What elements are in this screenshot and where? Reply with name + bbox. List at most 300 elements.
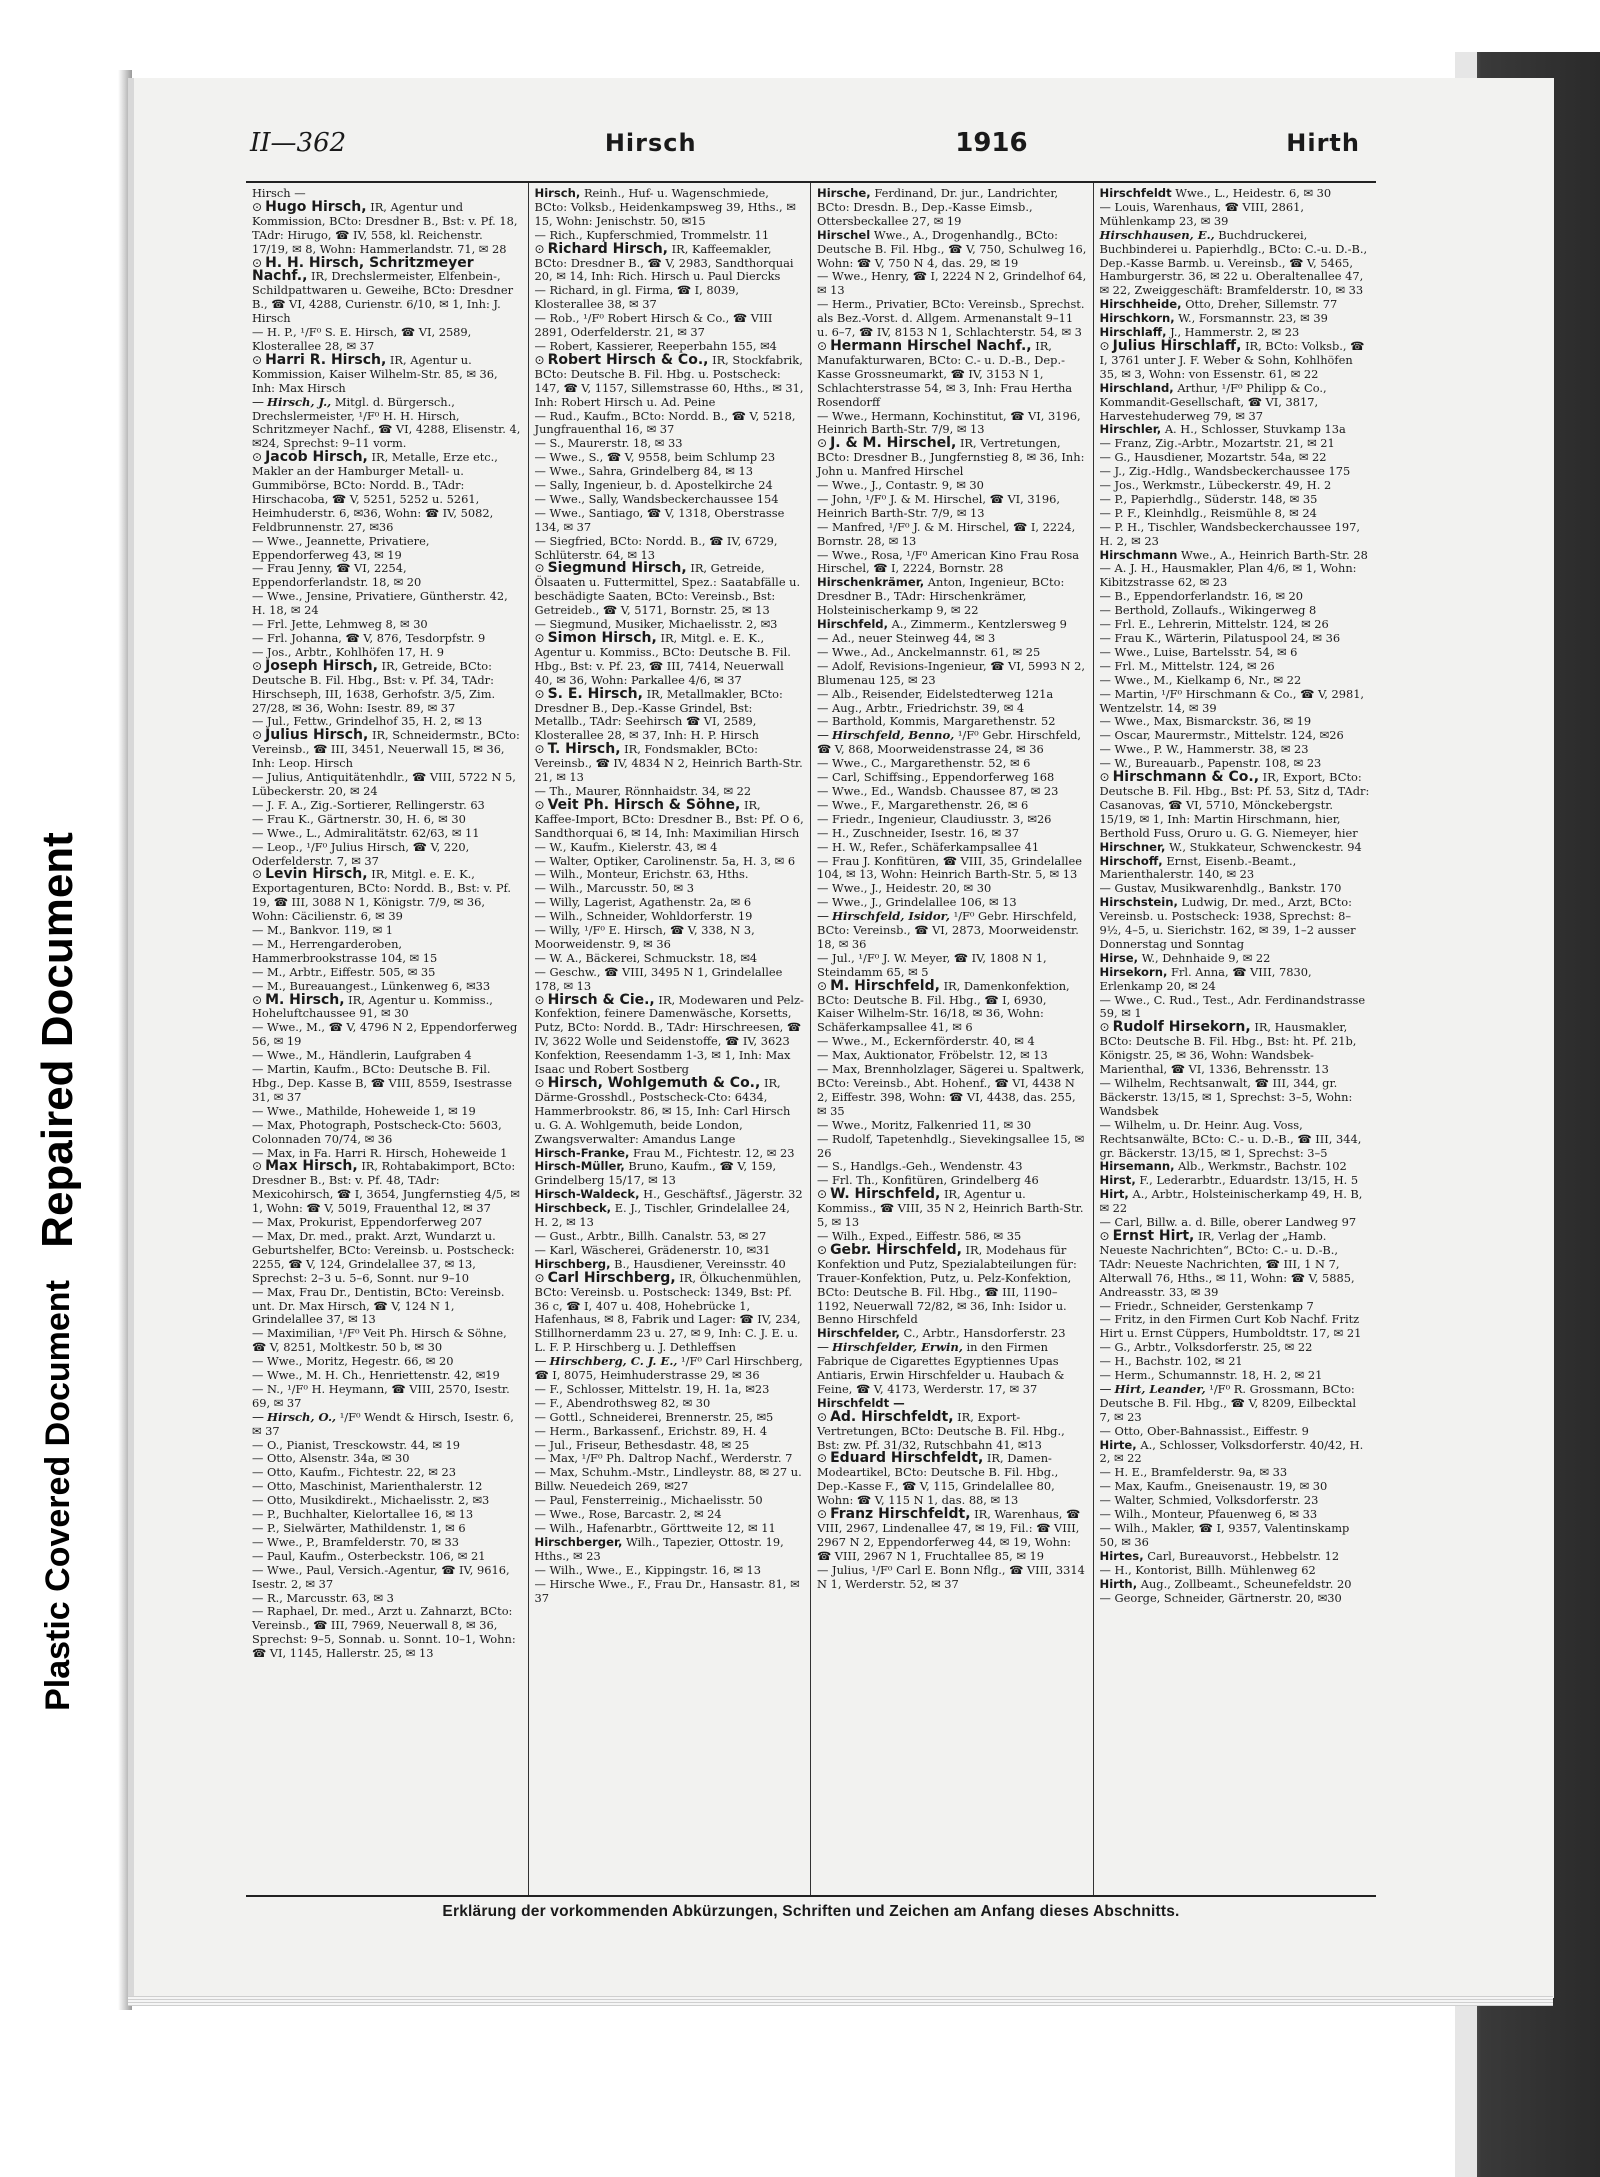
entry-text: — Wwe., Santiago, ☎ V, 1318, Oberstrasse 134, ✉ 37 — [534, 505, 785, 534]
directory-entry — [1100, 1174, 1371, 1188]
entry-text: Bruno, Kaufm., ☎ V, 159, Grindelberg 15/17, ✉ 13 — [534, 1159, 777, 1188]
entry-text: IR, Damenkonfektion, BCto: Deutsche B. Fil. Hbg., ☎ I, 6930, Kaiser Wilhelm-Str. 16/18, ✉ 36, Wohn: Schäferkampsallee 41, ✉ 6 — [817, 978, 1070, 1035]
entry-text: — R., Marcusstr. 63, ✉ 3 — [252, 1590, 394, 1605]
directory-entry — [1100, 1119, 1371, 1161]
directory-entry — [252, 813, 522, 827]
entry-text: — Wwe., Rosa, ¹/F⁰ American Kino Frau Rosa Hirschel, ☎ I, 2224, Bornstr. 28 — [817, 547, 1079, 576]
directory-entry — [1100, 743, 1371, 757]
entry-text: — Jos., Arbtr., Kohlhöfen 17, H. 9 — [252, 644, 445, 659]
column-3 — [811, 183, 1094, 1895]
entry-text: — Gust., Arbtr., Billh. Canalstr. 53, ✉ 27 — [534, 1228, 767, 1243]
directory-entry — [252, 1550, 522, 1564]
directory-entry — [252, 938, 522, 966]
entry-text: — Herm., Schumannstr. 18, H. 2, ✉ 21 — [1099, 1368, 1323, 1383]
entry-mark: — — [534, 1354, 547, 1369]
directory-entry — [817, 1408, 1087, 1453]
entry-text: Frau M., Fichtestr. 12, ✉ 23 — [633, 1145, 795, 1160]
entry-text: — S., Handlgs.-Geh., Wendenstr. 43 — [817, 1159, 1023, 1174]
directory-entry — [535, 1147, 805, 1161]
entry-text: — Rudolf, Tapetenhdlg., Sievekingsallee 15, ✉ 26 — [817, 1131, 1085, 1160]
entry-name: Hirschmann & Co., — [1112, 769, 1260, 786]
directory-entry — [252, 1522, 522, 1536]
entry-text: IR, Warenhaus, ☎ VIII, 2967, Lindenallee 47, ✉ 19, Fil.: ☎ VIII, 2967 N 2, Eppendorferweg 44, ✉ 19, Wohn: ☎ VIII, 2967 N 1, Fruchtallee 85, ✉ 19 — [817, 1507, 1081, 1563]
entry-text: — Herm., Barkassenf., Erichstr. 89, H. 4 — [534, 1423, 768, 1438]
entry-text: Reinh., Huf- u. Wagenschmiede, BCto: Volksb., Heidenkampsweg 39, Hths., ✉15, Wohn: Jenischstr. 50, ✉15 — [534, 186, 796, 228]
directory-entry — [1100, 229, 1371, 299]
entry-text: — Frl. Jette, Lehmweg 8, ✉ 30 — [252, 617, 428, 632]
entry-text: — Herm., Privatier, BCto: Vereinsb., Sprechst. als Bez.-Vorst. d. Allgem. Armenanstalt 9–11 u. 6–7, ☎ IV, 8153 N 1, Schlachterstr. 54, ✉ 3 — [817, 297, 1085, 340]
entry-name: Hirsch, O., — [267, 1409, 337, 1424]
entry-text: — Julius, Antiquitätenhdlr., ☎ VIII, 5722 N 5, Lübeckerstr. 20, ✉ 24 — [252, 770, 516, 798]
entry-text: Wwe., A., Drogenhandlg., BCto: Deutsche B. Fil. Hbg., ☎ V, 750, Schulweg 16, Wohn: ☎ V, 750 N 4, das. 29, ✉ 19 — [817, 227, 1087, 270]
entry-text: IR, Fondsmakler, BCto: Vereinsb., ☎ IV, 4834 N 2, Heinrich Barth-Str. 21, ✉ 13 — [534, 742, 803, 785]
entry-text: — J. F. A., Zig.-Sortierer, Rellingerstr. 63 — [252, 797, 485, 812]
entry-text: — Otto, Alsenstr. 34a, ✉ 30 — [252, 1451, 410, 1466]
directory-entry — [535, 1188, 805, 1202]
entry-text: — Adolf, Revisions-Ingenieur, ☎ VI, 5993 N 2, Blumenau 125, ✉ 23 — [817, 658, 1086, 687]
entry-text: — Wwe., Rose, Barcastr. 2, ✉ 24 — [534, 1507, 722, 1522]
entry-text: IR, Metalle, Erze etc., Makler an der Hamburger Metall- u. Gummibörse, BCto: Nordd. B., TAdr: Hirschacoba, ☎ V, 5251, 5252 u. 5261, Heimhuderstr. 6, ✉36, Wohn: ☎ IV, 5082, Feldbrunnenstr. 27, ✉36 — [252, 450, 498, 534]
directory-entry — [252, 966, 522, 980]
directory-entry — [534, 685, 805, 744]
directory-entry — [817, 1241, 1087, 1327]
entry-text: Carl, Bureauvorst., Hebbelstr. 12 — [1147, 1548, 1340, 1563]
directory-entry — [252, 1105, 522, 1119]
entry-text: — H., Bachstr. 102, ✉ 21 — [1099, 1354, 1243, 1369]
directory-entry — [252, 729, 522, 771]
directory-entry — [817, 1049, 1087, 1063]
directory-entry — [817, 1564, 1087, 1592]
entry-text: — Wwe., Sally, Wandsbeckerchaussee 154 — [534, 491, 779, 506]
directory-entry — [252, 618, 522, 632]
entry-text: — Otto, Kaufm., Fichtestr. 22, ✉ 23 — [252, 1465, 456, 1480]
directory-entry — [252, 1327, 522, 1355]
entry-text: Wilh., Tapezier, Ottostr. 19, Hths., ✉ 23 — [534, 1534, 784, 1563]
entry-name: Carl Hirschberg, — [547, 1269, 676, 1286]
entry-text: — Wwe., J., Grindelallee 106, ✉ 13 — [817, 895, 1017, 910]
directory-entry — [535, 896, 805, 910]
entry-text: IR, Agentur u. Kommiss., ☎ VIII, 35 N 2, Heinrich Barth-Str. 5, ✉ 13 — [817, 1187, 1084, 1230]
entry-mark: ⊙ — [534, 686, 545, 701]
entry-mark: ⊙ — [534, 241, 545, 256]
entry-name: M. Hirschfeld, — [830, 977, 940, 994]
entry-text: — Wilh., Exped., Eiffestr. 586, ✉ 35 — [817, 1228, 1022, 1243]
entry-text: — B., Eppendorferlandstr. 16, ✉ 20 — [1099, 589, 1304, 604]
entry-text: — H. E., Bramfelderstr. 9a, ✉ 33 — [1099, 1465, 1288, 1480]
entry-text: — Martin, Kaufm., BCto: Deutsche B. Fil. Hbg., Dep. Kasse B, ☎ VIII, 8559, Isestrasse 31, ✉ 37 — [252, 1062, 512, 1104]
directory-entry — [817, 229, 1087, 271]
entry-text: — Paul, Kaufm., Osterbeckstr. 106, ✉ 21 — [252, 1548, 486, 1563]
directory-entry — [1100, 1077, 1371, 1119]
directory-entry — [252, 1355, 522, 1369]
entry-mark: ⊙ — [1099, 770, 1110, 785]
entry-text: — Jul., ¹/F⁰ J. W. Meyer, ☎ IV, 1808 N 1, Steindamm 65, ✉ 5 — [817, 950, 1047, 979]
entry-mark: ⊙ — [252, 255, 263, 270]
entry-text: — Max, Prokurist, Eppendorferweg 207 — [252, 1215, 483, 1230]
directory-entry — [817, 896, 1087, 910]
entry-text: ¹/F⁰ Gebr. Hirschfeld, BCto: Vereinsb., ☎ VI, 2873, Moorweidenstr. 18, ✉ 36 — [817, 909, 1079, 951]
directory-entry — [1100, 201, 1371, 229]
entry-name: Hirsch, J., — [267, 394, 332, 409]
entry-name: Julius Hirsch, — [265, 727, 369, 744]
entry-mark: ⊙ — [252, 450, 263, 465]
entry-text: Mitgl. d. Bürgersch., Drechslermeister, ¹/F⁰ H. H. Hirsch, Schritzmeyer Nachf., ☎ VI, 4288, Elisenstr. 4, ✉24, Sprechst: 9–11 vorm. — [252, 394, 521, 451]
entry-name: Hirschstein, — [1099, 895, 1178, 910]
directory-entry — [535, 437, 805, 451]
directory-entry — [1100, 549, 1371, 563]
directory-entry — [252, 1286, 522, 1328]
directory-entry — [535, 882, 805, 896]
entry-name: W. Hirschfeld, — [830, 1186, 941, 1203]
entry-text: — Wilh., Monteur, Erichstr. 63, Hths. — [534, 867, 749, 882]
entry-name: Hirsche, — [817, 186, 871, 200]
directory-entry — [1100, 841, 1371, 855]
directory-entry — [817, 576, 1087, 618]
directory-columns — [246, 181, 1376, 1897]
entry-mark: ⊙ — [252, 658, 263, 673]
entry-text: A., Schlosser, Volksdorferstr. 40/42, H. 2, ✉ 22 — [1099, 1437, 1364, 1466]
entry-text: — Wilh., Wwe., E., Kippingstr. 16, ✉ 13 — [534, 1562, 761, 1577]
entry-text: — H., Kontorist, Billh. Mühlenweg 62 — [1099, 1562, 1316, 1577]
entry-text: IR, Schneidermstr., BCto: Vereinsb., ☎ III, 3451, Neuerwall 15, ✉ 36, Inh: Leop. Hirsch — [252, 728, 520, 771]
directory-entry — [1100, 952, 1371, 966]
directory-entry — [1100, 1021, 1371, 1077]
directory-entry — [535, 1452, 805, 1466]
entry-text: ¹/F⁰ R. Grossmann, BCto: Deutsche B. Fil. Hbg., ☎ V, 8209, Eilbecktal 7, ✉ 23 — [1099, 1381, 1357, 1424]
directory-entry — [252, 1592, 522, 1606]
page-edge-stack — [128, 1996, 1553, 2006]
directory-entry — [252, 1049, 522, 1063]
entry-mark: ⊙ — [252, 728, 263, 743]
entry-text: — Otto, Musikdirekt., Michaelisstr. 2, ✉3 — [252, 1493, 490, 1508]
entry-text: — Wwe., M., Händlerin, Laufgraben 4 — [252, 1048, 472, 1063]
entry-text: — Wwe., Paul, Versich.-Agentur, ☎ IV, 9616, Isestr. 2, ✉ 37 — [252, 1562, 510, 1591]
entry-name: Hirt, Leander, — [1114, 1381, 1206, 1396]
entry-name: Hirschberger, — [534, 1534, 623, 1549]
entry-mark: ⊙ — [1099, 338, 1110, 353]
directory-entry — [535, 855, 805, 869]
directory-entry — [535, 910, 805, 924]
entry-name: Simon Hirsch, — [547, 630, 657, 646]
entry-text: — Wwe., Luise, Bartelsstr. 54, ✉ 6 — [1099, 644, 1298, 659]
directory-entry — [252, 1508, 522, 1522]
entry-text: E. J., Tischler, Grindelallee 24, H. 2, ✉ 13 — [534, 1201, 790, 1230]
entry-text: Frl. Anna, ☎ VIII, 7830, Erlenkamp 20, ✉ 24 — [1099, 964, 1312, 993]
entry-mark: ⊙ — [817, 1187, 828, 1202]
entry-text: — M., Herrengarderoben, Hammerbrookstrasse 104, ✉ 15 — [252, 936, 438, 965]
entry-name: J. & M. Hirschel, — [830, 435, 957, 452]
directory-entry — [817, 618, 1087, 632]
entry-mark: — — [817, 1340, 829, 1355]
directory-entry — [534, 796, 805, 841]
directory-entry — [252, 590, 522, 618]
entry-name: Rudolf Hirsekorn, — [1112, 1019, 1251, 1036]
directory-entry — [1100, 660, 1371, 674]
directory-entry — [535, 868, 805, 882]
entry-name: Hirte, — [1099, 1437, 1137, 1452]
entry-text: — Wilhelm, Rechtsanwalt, ☎ III, 344, gr. Bäckerstr. 13/15, ✉ 1, Sprechst: 3–5, Wohn: Wandsbek — [1099, 1076, 1353, 1118]
directory-entry — [1100, 382, 1371, 424]
entry-text: — Max, Schuhm.-Mstr., Lindleystr. 88, ✉ 27 u. Billw. Neuedeich 269, ✉27 — [534, 1465, 802, 1494]
directory-entry — [1100, 298, 1371, 312]
directory-entry — [1100, 1466, 1371, 1480]
entry-text: H., Geschäftsf., Jägerstr. 32 — [643, 1187, 803, 1202]
directory-entry — [817, 410, 1087, 438]
directory-entry — [1100, 882, 1371, 896]
directory-entry — [817, 785, 1087, 799]
entry-text: — O., Pianist, Tresckowstr. 44, ✉ 19 — [252, 1437, 461, 1452]
entry-name: Hirsch, Wohlgemuth & Co., — [547, 1075, 761, 1091]
entry-text: — Wwe., Moritz, Hegestr. 66, ✉ 20 — [252, 1354, 454, 1369]
entry-name: Hirschmann — [1099, 547, 1178, 562]
entry-name: Robert Hirsch & Co., — [547, 351, 709, 368]
directory-entry — [817, 1341, 1087, 1397]
entry-name: Eduard Hirschfeldt, — [830, 1450, 984, 1467]
entry-text: — Max, Brennholzlager, Sägerei u. Spaltwerk, BCto: Vereinsb., Abt. Hohenf., ☎ VI, 4438 N 2, Eiffestr. 398, Wohn: ☎ VI, 4438, das. 255, ✉ 35 — [817, 1062, 1085, 1118]
entry-mark: ⊙ — [534, 1076, 545, 1090]
entry-text: IR, Modewaren und Pelz-Konfektion, feinere Damenwäsche, Korsetts, Putz, BCto: Nordd. B., TAdr: Hirschreesen, ☎ IV, 3622 Wolle und Seidenstoffe, ☎ IV, 3623 Konfektion, Reesendamm 1-3, ✉ 1, Inh: Max Isaac und Robert Sostberg — [534, 992, 804, 1077]
entry-text: — Jul., Friseur, Bethesdastr. 48, ✉ 25 — [534, 1437, 750, 1452]
entry-text: — John, ¹/F⁰ J. & M. Hirschel, ☎ VI, 3196, Heinrich Barth-Str. 7/9, ✉ 13 — [817, 491, 1061, 520]
entry-text: — Jul., Fettw., Grindelhof 35, H. 2, ✉ 13 — [252, 714, 483, 729]
entry-text: F., Lederarbtr., Eduardstr. 13/15, H. 5 — [1139, 1173, 1359, 1188]
entry-name: Franz Hirschfeldt, — [830, 1506, 971, 1523]
entry-text: A. H., Schlosser, Stuvkamp 13a — [1164, 422, 1346, 437]
entry-text: — Wwe., J., Heidestr. 20, ✉ 30 — [817, 881, 992, 896]
directory-entry — [535, 479, 805, 493]
directory-entry — [817, 493, 1087, 521]
entry-name: Hirsch, — [534, 186, 581, 200]
entry-mark: — — [252, 394, 264, 409]
entry-text: — George, Schneider, Gärtnerstr. 20, ✉30 — [1099, 1590, 1342, 1605]
directory-entry — [1100, 423, 1371, 437]
directory-entry — [1100, 618, 1371, 632]
header-right-word: Hirth — [1286, 129, 1360, 157]
directory-entry — [1100, 729, 1371, 743]
directory-entry — [817, 270, 1087, 298]
directory-entry — [535, 284, 805, 312]
directory-entry — [1100, 493, 1371, 507]
entry-text: — Max, Frau Dr., Dentistin, BCto: Vereinsb. unt. Dr. Max Hirsch, ☎ V, 124 N 1, Grindelallee 37, ✉ 13 — [252, 1284, 505, 1327]
entry-name: Hirschheide, — [1099, 297, 1182, 312]
directory-entry — [252, 632, 522, 646]
entry-name: Harri R. Hirsch, — [265, 351, 387, 368]
entry-name: Hirsch & Cie., — [547, 991, 655, 1008]
margin-label-repaired-text: Repaired Document — [33, 832, 83, 1248]
entry-text: — Wilh., Hafenarbtr., Görttweite 12, ✉ 11 — [534, 1521, 776, 1535]
entry-text: A., Arbtr., Holsteinischerkamp 49, H. B, ✉ 22 — [1099, 1187, 1363, 1216]
directory-entry — [252, 351, 522, 396]
entry-text: — Walter, Schmied, Volksdorferstr. 23 — [1099, 1493, 1319, 1508]
entry-text: — Frau Jenny, ☎ VI, 2254, Eppendorferlandstr. 18, ✉ 20 — [252, 561, 422, 590]
directory-entry — [252, 1383, 522, 1411]
directory-entry — [252, 1021, 522, 1049]
entry-text: IR, Agentur u. Kommission, Kaiser Wilhelm-Str. 85, ✉ 36, Inh: Max Hirsch — [252, 352, 498, 395]
directory-entry — [535, 1508, 805, 1522]
entry-text: — Wwe., J., Contastr. 9, ✉ 30 — [817, 478, 984, 493]
directory-entry — [252, 326, 522, 354]
entry-name: Hirschkorn, — [1099, 311, 1175, 326]
entry-name: Hirschfeldt — [1099, 186, 1172, 200]
entry-text: Otto, Dreher, Sillemstr. 77 — [1185, 297, 1338, 312]
directory-entry — [252, 1452, 522, 1466]
entry-name: Hirschfelder, Erwin, — [832, 1340, 963, 1355]
entry-name: Hirschler, — [1099, 422, 1162, 437]
entry-name: Hirsch-Franke, — [534, 1145, 630, 1160]
entry-text: — Berthold, Zollaufs., Wikingerweg 8 — [1099, 603, 1317, 618]
entry-text: — Louis, Warenhaus, ☎ VIII, 2861, Mühlenkamp 23, ✉ 39 — [1099, 199, 1304, 228]
entry-text: — Wwe., Henry, ☎ I, 2224 N 2, Grindelhof 64, ✉ 13 — [817, 269, 1087, 298]
entry-text: — Paul, Fensterreinig., Michaelisstr. 50 — [534, 1493, 763, 1508]
directory-entry — [535, 1355, 805, 1383]
entry-text: ¹/F⁰ Wendt & Hirsch, Isestr. 6, ✉ 37 — [252, 1409, 514, 1438]
entry-text: IR, Därme-Grosshdl., Postscheck-Cto: 6434, Hammerbrookstr. 86, ✉ 15, Inh: Carl Hirsch u. G. A. Wohlgemuth, beide London, Zwangsverwalter: Amandus Lange — [534, 1076, 791, 1146]
directory-entry — [1100, 1578, 1371, 1592]
directory-entry — [1100, 896, 1371, 952]
entry-text: IR, Getreide, Ölsaaten u. Futtermittel, Spez.: Saatabfälle u. beschädigte Saaten, BCto: Vereinsb., Bst: Getreideb., ☎ V, 5171, Bornstr. 25, ✉ 13 — [534, 561, 801, 618]
entry-text: — Otto, Maschinist, Marienthalerstr. 12 — [252, 1479, 483, 1494]
entry-mark: ⊙ — [252, 199, 263, 214]
entry-name: Hugo Hirsch, — [265, 198, 367, 215]
entry-text: IR, Mitgl. e. E. K., Exportagenturen, BCto: Nordd. B., Bst: v. Pf. 19, ☎ III, 3088 N 1, Königstr. 7/9, ✉ 36, Wohn: Cäcilienstr. 6, ✉ 39 — [252, 867, 511, 924]
directory-entry — [1100, 1480, 1371, 1494]
entry-text: IR, Ölkuchenmühlen, BCto: Vereinsb. u. Postscheck: 1349, Bst: Pf. 36 c, ☎ I, 407 u. 408, Hohebrücke 1, Hafenhaus, ✉ 8, Fabrik und Lager: ☎ IV, 234, Stillhornerdamm 23 u. 27, ✉ 9, Inh: C. J. E. u. L. F. P. Hirschberg u. J. Dethleffsen — [534, 1270, 802, 1355]
entry-name: Richard Hirsch, — [547, 240, 668, 257]
entry-text: in den Firmen Fabrique de Cigarettes Egyptiennes Upas Antiaris, Erwin Hirschfelder u. Haubach & Feine, ☎ V, 4173, Werderstr. 17, ✉ 37 — [817, 1340, 1065, 1396]
directory-entry — [252, 1536, 522, 1550]
entry-text: — Maximilian, ¹/F⁰ Veit Ph. Hirsch & Söhne, ☎ V, 8251, Moltkestr. 50 b, ✉ 30 — [252, 1326, 507, 1355]
entry-text: — M., Bureauangest., Lünkenweg 6, ✉33 — [252, 978, 491, 993]
directory-entry — [817, 702, 1087, 716]
entry-name: Hirschfeldt — — [817, 1395, 905, 1410]
directory-entry — [817, 855, 1087, 883]
entry-text: — Wilhelm, u. Dr. Heinr. Aug. Voss, Rechtsanwälte, BCto: C.- u. D.-B., ☎ III, 344, gr. Bäckerstr. 13/15, ✉ 1, Sprechst: 3–5 — [1099, 1117, 1362, 1160]
directory-entry — [534, 351, 805, 410]
entry-text: — Barthold, Kommis, Margarethenstr. 52 — [817, 714, 1056, 729]
entry-name: Ad. Hirschfeldt, — [830, 1408, 954, 1425]
directory-entry — [535, 187, 805, 229]
entry-name: T. Hirsch, — [547, 741, 621, 758]
entry-text: — H. P., ¹/F⁰ S. E. Hirsch, ☎ VI, 2589, Klosterallee 28, ✉ 37 — [252, 325, 472, 353]
entry-text: — Fritz, in den Firmen Curt Kob Nachf. Fritz Hirt u. Ernst Cüppers, Humboldtstr. 17, ✉ 21 — [1099, 1312, 1362, 1341]
directory-entry — [252, 198, 522, 257]
entry-text: IR, Stockfabrik, BCto: Deutsche B. Fil. Hbg. u. Postscheck: 147, ☎ V, 1157, Sillemstrasse 60, Hths., ✉ 31, Inh: Robert Hirsch u. Ad. Peine — [534, 352, 804, 409]
directory-entry — [252, 396, 522, 452]
entry-name: Siegmund Hirsch, — [547, 560, 687, 577]
entry-text: A., Zimmerm., Kentzlersweg 9 — [891, 617, 1067, 632]
entry-text: ¹/F⁰ Carl Hirschberg, ☎ I, 8075, Heimhuderstrasse 29, ✉ 36 — [534, 1354, 803, 1383]
entry-text: — Wwe., S., ☎ V, 9558, beim Schlump 23 — [534, 450, 776, 465]
entry-text: — Raphael, Dr. med., Arzt u. Zahnarzt, BCto: Vereinsb., ☎ III, 7969, Neuerwall 8, ✉ 36, Sprechst: 9–5, Sonnab. u. Sonnt. 10–1, Wohn: ☎ VI, 1145, Hallerstr. 25, ✉ 13 — [252, 1604, 516, 1661]
directory-entry — [535, 312, 805, 340]
directory-entry — [1100, 1592, 1371, 1606]
directory-entry — [535, 1578, 805, 1606]
directory-entry — [252, 535, 522, 563]
entry-text: — P., Papierhdlg., Süderstr. 148, ✉ 35 — [1099, 491, 1318, 506]
directory-entry — [817, 1035, 1087, 1049]
entry-text: — Rob., ¹/F⁰ Robert Hirsch & Co., ☎ VIII 2891, Oderfelderstr. 21, ✉ 37 — [534, 311, 773, 340]
directory-entry — [817, 952, 1087, 980]
entry-text: IR, Modehaus für Konfektion und Putz, Spezialabteilungen für: Trauer-Konfektion, Putz, u. Pelz-Konfektion, BCto: Deutsche B. Fil. Hbg., ☎ III, 1190–1192, Neuerwall 72/82, ✉ 36, Inh: Isidor u. Benno Hirschfeld — [817, 1242, 1077, 1327]
entry-text: — Walter, Optiker, Carolinenstr. 5a, H. 3, ✉ 6 — [534, 853, 796, 868]
entry-name: Hirse, — [1099, 950, 1139, 965]
entry-name: Hermann Hirschel Nachf., — [830, 337, 1032, 354]
directory-entry — [535, 535, 805, 563]
entry-text: Hirsch — — [252, 186, 306, 200]
directory-entry — [535, 1383, 805, 1397]
directory-entry — [817, 479, 1087, 493]
entry-text: — Martin, ¹/F⁰ Hirschmann & Co., ☎ V, 2981, Wentzelstr. 14, ✉ 39 — [1099, 686, 1365, 715]
entry-text: — G., Arbtr., Volksdorferstr. 25, ✉ 22 — [1099, 1340, 1313, 1355]
entry-text: — Siegfried, BCto: Nordd. B., ☎ IV, 6729, Schlüterstr. 64, ✉ 13 — [534, 533, 778, 562]
entry-text: IR, Mitgl. e. E. K., Agentur u. Kommiss., BCto: Deutsche B. Fil. Hbg., Bst: v. Pf. 23, ☎ III, 7414, Neuerwall 40, ✉ 36, Wohn: Parkallee 4/6, ✉ 37 — [534, 631, 791, 687]
entry-text: — Rud., Kaufm., BCto: Nordd. B., ☎ V, 5218, Jungfrauenthal 16, ✉ 37 — [534, 408, 796, 437]
entry-name: Hirschlaff, — [1099, 325, 1167, 340]
entry-text: W., Forsmannstr. 23, ✉ 39 — [1178, 311, 1328, 326]
entry-text: — Frl. M., Mittelstr. 124, ✉ 26 — [1099, 658, 1275, 673]
directory-entry — [252, 991, 522, 1022]
entry-mark: — — [817, 728, 829, 743]
entry-name: H. H. Hirsch, Schritzmeyer Nachf., — [252, 254, 474, 285]
entry-mark: ⊙ — [817, 436, 828, 451]
directory-entry — [252, 1494, 522, 1508]
entry-text: — S., Maurerstr. 18, ✉ 33 — [534, 436, 683, 451]
entry-text: Wwe., L., Heidestr. 6, ✉ 30 — [1175, 186, 1332, 200]
page-header — [250, 128, 1360, 168]
entry-name: Gebr. Hirschfeld, — [830, 1241, 962, 1258]
entry-text: — M., Bankvor. 119, ✉ 1 — [252, 923, 394, 938]
entry-name: Hirschner, — [1099, 839, 1166, 854]
header-left-word: Hirsch — [604, 129, 697, 157]
entry-name: Levin Hirsch, — [265, 866, 368, 883]
entry-text: — Th., Maurer, Rönnhaidstr. 34, ✉ 22 — [534, 783, 752, 798]
directory-entry — [252, 254, 522, 327]
entry-text: — F., Schlosser, Mittelstr. 19, H. 1a, ✉23 — [534, 1381, 770, 1396]
directory-entry — [817, 437, 1087, 479]
directory-entry — [1100, 1425, 1371, 1439]
directory-entry — [535, 1425, 805, 1439]
directory-entry — [535, 632, 805, 688]
entry-text: — Wwe., C., Margarethenstr. 52, ✉ 6 — [817, 756, 1031, 771]
entry-text: IR, Kaffee-Import, BCto: Dresdner B., Bst: Pf. O 6, Sandthorquai 6, ✉ 14, Inh: Maximilian Hirsch — [534, 797, 804, 840]
directory-entry — [817, 827, 1087, 841]
directory-entry — [535, 1536, 805, 1564]
entry-text: — Wwe., L., Admiralitätstr. 62/63, ✉ 11 — [252, 825, 480, 840]
entry-text: IR, Agentur u. Kommiss., Hoheluftchaussee 91, ✉ 30 — [252, 992, 493, 1021]
entry-text: — Willy, ¹/F⁰ E. Hirsch, ☎ V, 338, N 3, Moorweidenstr. 9, ✉ 36 — [534, 923, 755, 951]
entry-text: Ferdinand, Dr. jur., Landrichter, BCto: Dresdn. B., Dep.-Kasse Eimsb., Ottersbeckallee 27, ✉ 19 — [817, 186, 1059, 228]
directory-entry — [1100, 771, 1371, 841]
entry-text: — Wilh., Schneider, Wohldorferstr. 19 — [534, 909, 753, 924]
entry-mark: ⊙ — [252, 1159, 263, 1174]
entry-text: — Max, in Fa. Harri R. Hirsch, Hoheweide 1 — [252, 1145, 508, 1160]
entry-text: IR, Export, BCto: Deutsche B. Fil. Hbg., Bst: Pf. 53, Sitz d, TAdr: Casanovas, ☎ VI, 5710, Mönckebergstr. 15/19, ✉ 1, Inh: Martin Hirschmann, hier, Berthold Fuss, Oruro u. G. G. Niemeyer, hier — [1099, 770, 1370, 840]
directory-entry — [1100, 688, 1371, 716]
directory-entry — [535, 1077, 805, 1147]
directory-entry — [817, 660, 1087, 688]
entry-text: — Gustav, Musikwarenhdlg., Bankstr. 170 — [1099, 881, 1342, 896]
entry-text: Ludwig, Dr. med., Arzt, BCto: Vereinsb. u. Postscheck: 1938, Sprechst: 8–9½, 4–5, u. Sierichstr. 162, ✉ 39, 1–2 ausser Donnerstag und Sonntag — [1099, 895, 1356, 951]
entry-text: B., Hausdiener, Vereinsstr. 40 — [614, 1256, 786, 1271]
entry-text: — Wwe., M., Eckernförderstr. 40, ✉ 4 — [817, 1034, 1035, 1049]
entry-text: — Frl. E., Lehrerin, Mittelstr. 124, ✉ 26 — [1099, 617, 1329, 632]
entry-name: Hirsch-Müller, — [534, 1159, 625, 1174]
entry-text: — P., Buchhalter, Kielortallee 16, ✉ 13 — [252, 1507, 474, 1522]
directory-entry — [817, 977, 1087, 1036]
directory-entry — [1100, 1313, 1371, 1341]
directory-entry — [817, 337, 1087, 410]
directory-entry — [252, 1411, 522, 1439]
